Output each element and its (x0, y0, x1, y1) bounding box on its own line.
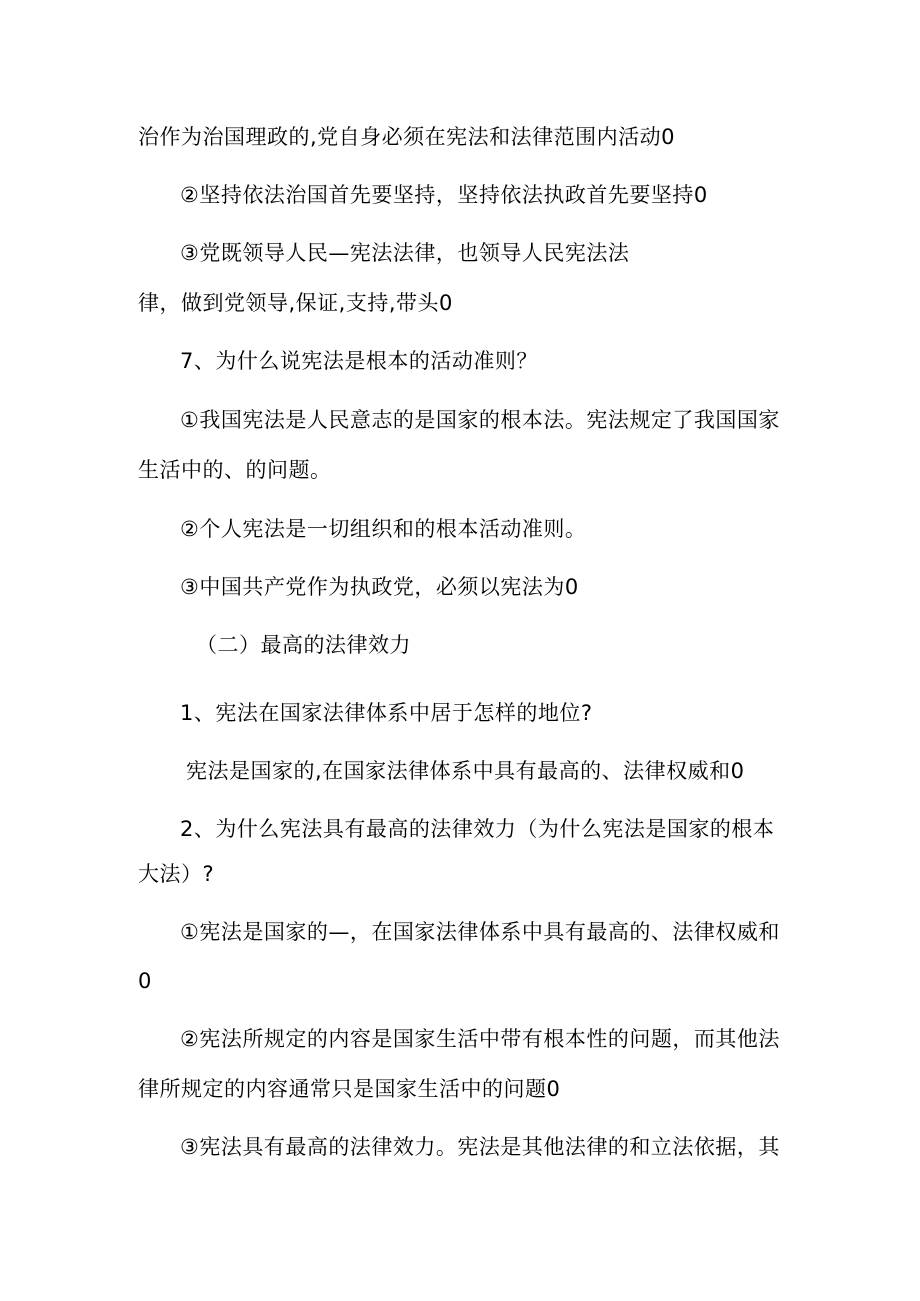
question-1-heading: 1、宪法在国家法律体系中居于怎样的地位? (180, 701, 593, 725)
text-line-8: ②个人宪法是一切组织和的根本活动准则。 (180, 517, 587, 541)
text-line-9: ③中国共产党作为执政党，必须以宪法为0 (180, 575, 579, 599)
text-line-15: ①宪法是国家的—，在国家法律体系中具有最高的、法律权威和 (180, 920, 780, 944)
text-line-6: ①我国宪法是人民意志的是国家的根本法。宪法规定了我国国家 (180, 408, 780, 432)
question-7-heading: 7、为什么说宪法是根本的活动准则？ (180, 349, 538, 373)
text-line-4: 律，做到党领导,保证,支持,带头0 (138, 291, 453, 315)
text-line-16: 0 (138, 969, 152, 993)
text-line-1: 治作为治国理政的,党自身必须在宪法和法律范围内活动0 (138, 125, 676, 149)
text-line-19: ③宪法具有最高的法律效力。宪法是其他法律的和立法依据，其 (180, 1135, 780, 1159)
text-line-18: 律所规定的内容通常只是国家生活中的问题0 (138, 1077, 561, 1101)
text-line-17: ②宪法所规定的内容是国家生活中带有根本性的问题，而其他法 (180, 1027, 780, 1051)
text-line-2: ②坚持依法治国首先要坚持，坚持依法执政首先要坚持0 (180, 183, 708, 207)
text-line-7: 生活中的、的问题。 (138, 458, 332, 482)
question-2-heading: 2、为什么宪法具有最高的法律效力（为什么宪法是国家的根本 (180, 817, 775, 841)
text-line-3: ③党既领导人民—宪法法律，也领导人民宪法法 (180, 241, 630, 265)
text-line-14: 大法）? (138, 862, 215, 886)
text-line-12: 宪法是国家的,在国家法律体系中具有最高的、法律权威和0 (186, 759, 745, 783)
section-heading-2: （二）最高的法律效力 (196, 633, 411, 657)
